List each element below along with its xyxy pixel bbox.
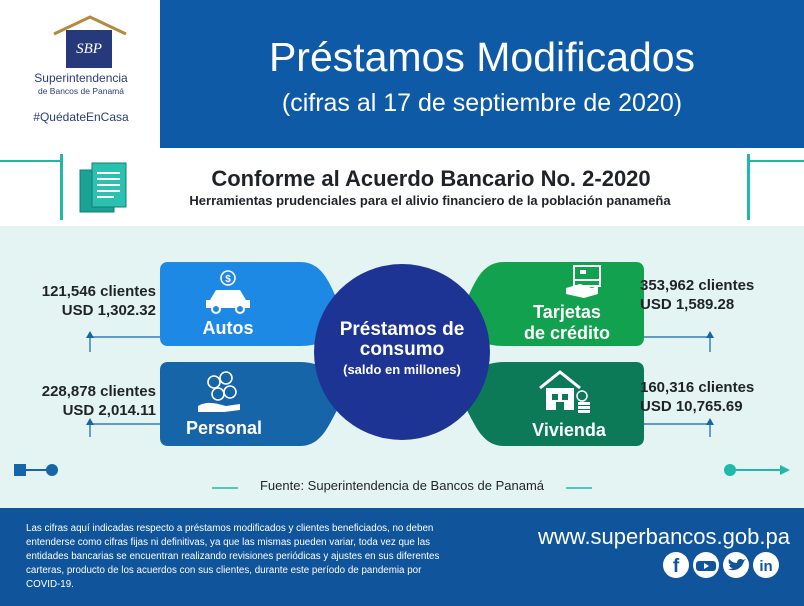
page-title: Préstamos Modificados bbox=[268, 34, 696, 80]
personal-clients: 228,878 clientes bbox=[41, 383, 156, 400]
vivienda-amount: USD 10,765.69 bbox=[640, 398, 743, 415]
vivienda-stats bbox=[640, 378, 796, 416]
tarjetas-stats bbox=[640, 276, 790, 314]
center-title: Préstamos de consumo bbox=[339, 319, 465, 360]
vivienda-clients: 160,316 clientes bbox=[640, 379, 755, 396]
disclaimer-text: Las cifras aquí indicadas respecto a préstamos modificados y clientes beneficiados, no deben entenderse como cifras fijas ni definitivas, ya que las mismas pueden variar, toda vez que las entidades bancarias se encuentran realizando revisiones periódicas y ajustes en sus diferentes carteras, producto de los acuerdos con sus clientes, durante este período de pandemia por COVID-19. bbox=[26, 523, 440, 590]
twitter-icon[interactable] bbox=[723, 552, 749, 578]
website-link[interactable]: www.superbancos.gob.pa bbox=[538, 524, 790, 549]
personal-stats bbox=[14, 382, 156, 420]
facebook-icon[interactable] bbox=[663, 552, 689, 578]
source-text: Fuente: Superintendencia de Bancos de Panamá bbox=[259, 478, 545, 493]
agreement-title: Conforme al Acuerdo Bancario No. 2-2020 bbox=[211, 166, 651, 191]
tarjetas-label bbox=[512, 302, 622, 344]
personal-amount: USD 2,014.11 bbox=[62, 402, 156, 419]
tarjetas-amount: USD 1,589.28 bbox=[640, 296, 735, 313]
autos-clients: 121,546 clientes bbox=[41, 283, 156, 300]
page-subtitle: (cifras al 17 de septiembre de 2020) bbox=[281, 89, 683, 117]
documents-icon bbox=[76, 160, 132, 216]
social-icons bbox=[662, 550, 786, 580]
svg-text:in: in bbox=[759, 558, 773, 575]
tarjetas-label-line2: de crédito bbox=[523, 323, 611, 343]
linkedin-icon[interactable] bbox=[753, 552, 779, 578]
vivienda-label: Vivienda bbox=[532, 420, 606, 440]
svg-text:$: $ bbox=[225, 274, 231, 285]
youtube-icon[interactable] bbox=[693, 552, 719, 578]
tarjetas-label-line1: Tarjetas bbox=[533, 302, 601, 322]
logo-name: Superintendencia bbox=[34, 71, 128, 85]
autos-stats bbox=[14, 282, 156, 320]
autos-label: Autos bbox=[202, 318, 254, 338]
decorative-slider-icon bbox=[14, 464, 58, 476]
personal-label: Personal bbox=[185, 418, 263, 438]
svg-text:f: f bbox=[672, 556, 680, 577]
tarjetas-clients: 353,962 clientes bbox=[640, 277, 755, 294]
center-subtitle: (saldo en millones) bbox=[343, 362, 461, 377]
logo-subname: de Bancos de Panamá bbox=[37, 86, 124, 96]
logo-emblem: SBP bbox=[66, 30, 112, 68]
decorative-arrow-icon bbox=[724, 464, 790, 476]
divider-line-right bbox=[744, 160, 804, 162]
hashtag-text: #QuédateEnCasa bbox=[33, 110, 129, 124]
agreement-subtitle: Herramientas prudenciales para el alivio financiero de la población panameña bbox=[189, 193, 671, 208]
divider-line-left bbox=[0, 160, 60, 162]
autos-amount: USD 1,302.32 bbox=[61, 302, 156, 319]
